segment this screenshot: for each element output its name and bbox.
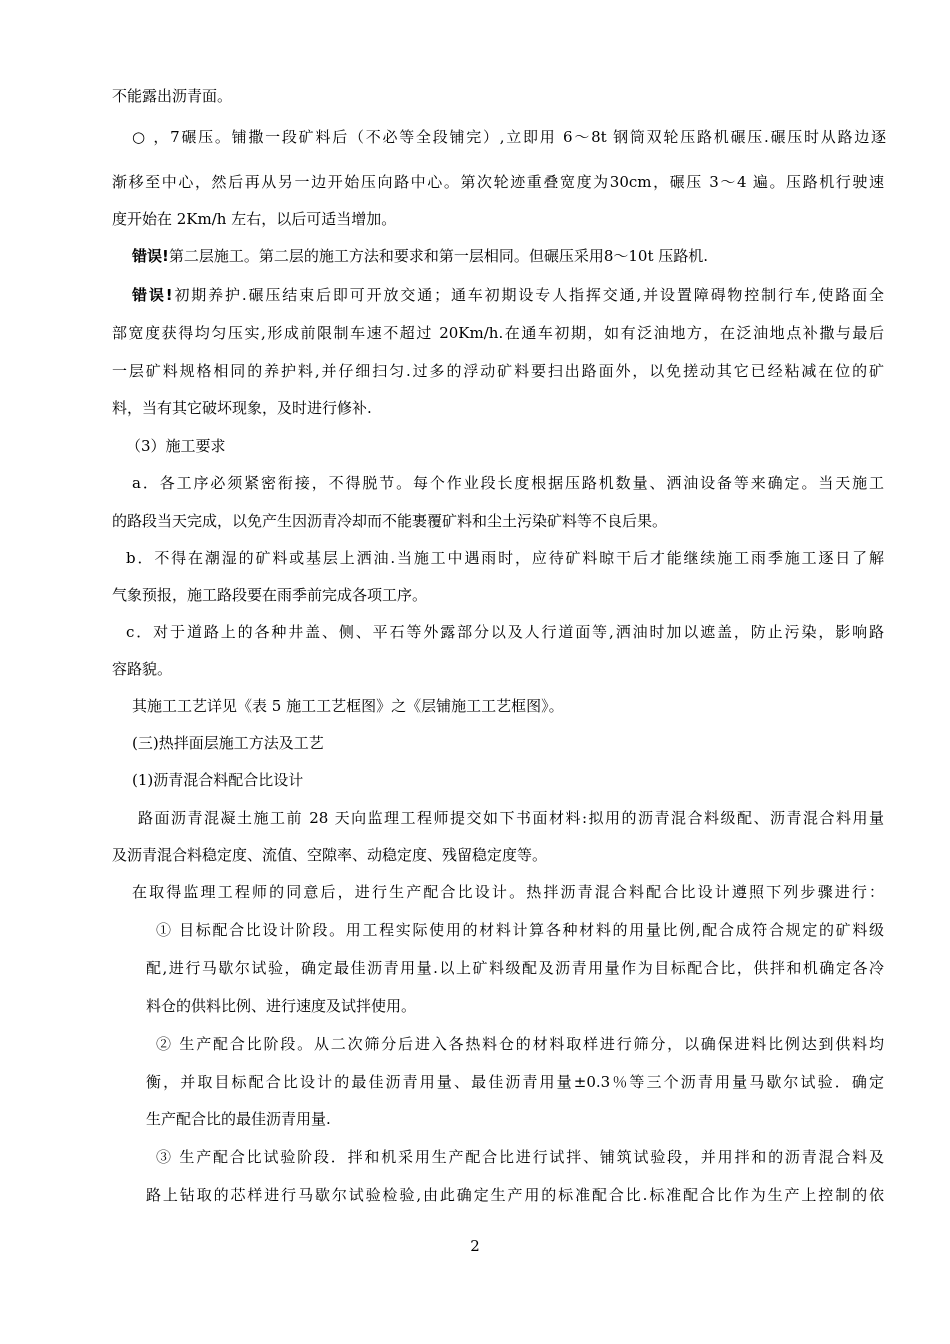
page-number: 2 — [470, 1237, 480, 1255]
text-line: ② 生产配合比阶段。从二次筛分后进入各热料仓的材料取样进行筛分，以确保进料比例达到供料均 — [156, 1035, 884, 1053]
text-line — [132, 246, 708, 266]
section-heading: (三)热拌面层施工方法及工艺 — [132, 734, 324, 752]
text-line: 气象预报，施工路段要在雨季前完成各项工序。 — [112, 586, 428, 604]
text-line: 料，当有其它破坏现象，及时进行修补. — [112, 399, 372, 417]
text-line: 衡，并取目标配合比设计的最佳沥青用量、最佳沥青用量±0.3％等三个沥青用量马歇尔试验．确定 — [146, 1073, 884, 1091]
text-line: 路上钻取的芯样进行马歇尔试验检验,由此确定生产用的标准配合比.标准配合比作为生产上控制的依 — [146, 1186, 884, 1204]
section-heading: （3）施工要求 — [126, 437, 226, 455]
text-line: 及沥青混合料稳定度、流值、空隙率、动稳定度、残留稳定度等。 — [112, 846, 548, 864]
text-line: 其施工工艺详见《表 5 施工工艺框图》之《层铺施工工艺框图》。 — [132, 697, 564, 715]
text-line: b．不得在潮湿的矿料或基层上洒油.当施工中遇雨时，应待矿料晾干后才能继续施工雨季施工逐日了解 — [126, 549, 884, 567]
text-line: 容路貌。 — [112, 660, 173, 678]
text-line: 的路段当天完成，以免产生因沥青冷却而不能裹覆矿料和尘土污染矿料等不良后果。 — [112, 512, 668, 530]
text-span: 第二层施工。第二层的施工方法和要求和第一层相同。但碾压采用8～10t 压路机. — [168, 247, 709, 265]
text-line: ③ 生产配合比试验阶段．拌和机采用生产配合比进行试拌、铺筑试验段，并用拌和的沥青混合料及 — [156, 1148, 884, 1166]
text-line: ○ ，7碾压。铺撒一段矿料后（不必等全段铺完）,立即用 6～8t 钢筒双轮压路机碾压.碾压时从路边逐 — [132, 128, 886, 146]
text-line: ① 目标配合比设计阶段。用工程实际使用的材料计算各种材料的用量比例,配合成符合规定的矿料级 — [156, 921, 884, 939]
text-line: 度开始在 2Km/h 左右，以后可适当增加。 — [112, 210, 397, 228]
text-line — [132, 285, 884, 305]
text-line: 一层矿料规格相同的养护料,并仔细扫匀.过多的浮动矿料要扫出路面外，以免搓动其它已经粘减在位的矿 — [112, 362, 884, 380]
error-label: 错误! — [132, 247, 169, 265]
section-heading: (1)沥青混合料配合比设计 — [132, 771, 304, 789]
error-label: 错误! — [132, 286, 173, 304]
text-line: 料仓的供料比例、进行速度及试拌使用。 — [146, 997, 417, 1015]
text-line: 路面沥青混凝土施工前 28 天向监理工程师提交如下书面材料:拟用的沥青混合料级配、沥青混合料用量 — [138, 809, 884, 827]
text-line: 在取得监理工程师的同意后，进行生产配合比设计。热拌沥青混合料配合比设计遵照下列步骤进行： — [132, 883, 884, 901]
text-line: a．各工序必须紧密衔接，不得脱节。每个作业段长度根据压路机数量、洒油设备等来确定。当天施工 — [132, 474, 884, 492]
text-line: 不能露出沥青面。 — [112, 87, 233, 105]
text-line: 部宽度获得均匀压实,形成前限制车速不超过 20Km/h.在通车初期，如有泛油地方，在泛油地点补撒与最后 — [112, 324, 884, 342]
text-span: 初期养护.碾压结束后即可开放交通；通车初期设专人指挥交通,并设置障碍物控制行车,使路面全 — [172, 286, 884, 304]
text-line: 渐移至中心，然后再从另一边开始压向路中心。第次轮迹重叠宽度为30cm，碾压 3～4 遍。压路机行驶速 — [112, 173, 884, 191]
text-line: 生产配合比的最佳沥青用量. — [146, 1110, 331, 1128]
text-line: c．对于道路上的各种井盖、侧、平石等外露部分以及人行道面等,洒油时加以遮盖，防止污染，影响路 — [126, 623, 884, 641]
text-line: 配,进行马歇尔试验，确定最佳沥青用量.以上矿料级配及沥青用量作为目标配合比，供拌和机确定各冷 — [146, 959, 884, 977]
